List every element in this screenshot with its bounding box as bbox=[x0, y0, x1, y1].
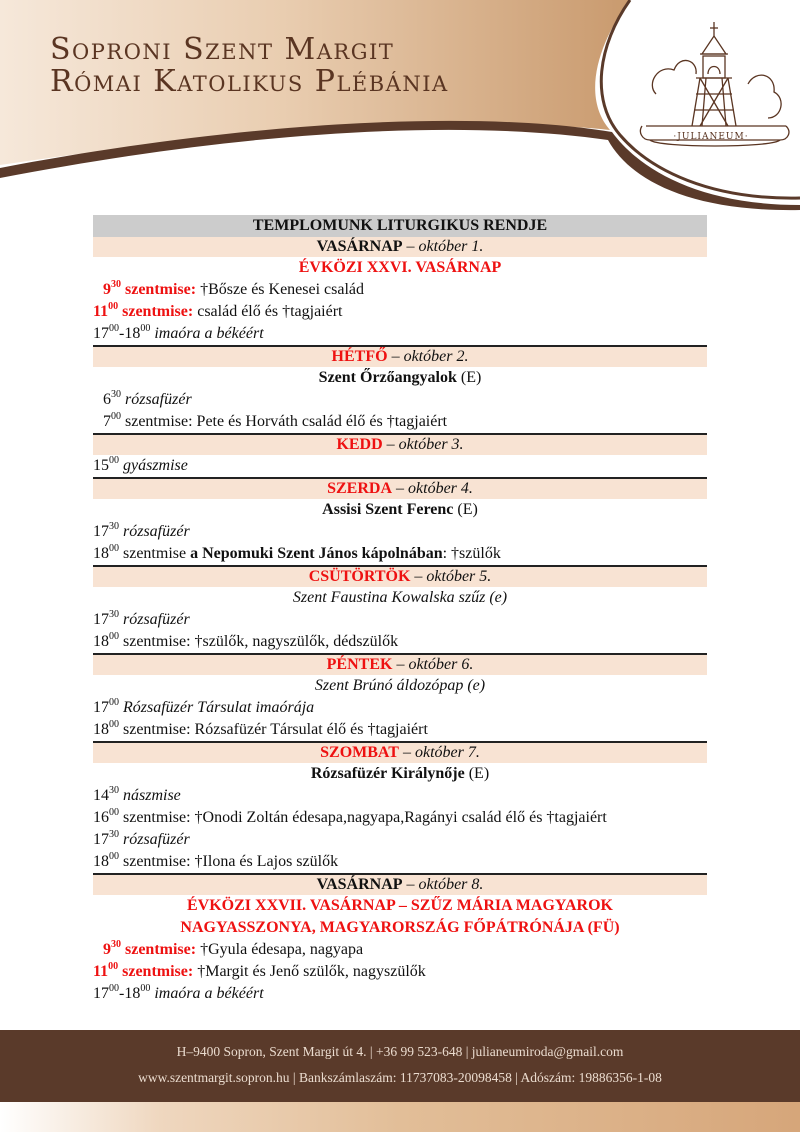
day-date: – október 7. bbox=[402, 744, 480, 761]
mass-label: szentmise: bbox=[122, 303, 194, 320]
event-text: nászmise bbox=[123, 787, 181, 804]
schedule-line bbox=[93, 807, 707, 829]
schedule-line bbox=[93, 543, 707, 565]
day-name: PÉNTEK bbox=[326, 656, 393, 673]
time-hour: 17 bbox=[93, 985, 109, 1002]
time bbox=[93, 520, 119, 540]
day-name: VASÁRNAP bbox=[316, 876, 403, 893]
day-header bbox=[93, 741, 707, 763]
time-minute: 00 bbox=[109, 850, 119, 862]
feast-title: ÉVKÖZI XXVII. VASÁRNAP – SZŰZ MÁRIA MAGYAROK bbox=[187, 897, 613, 914]
time bbox=[93, 982, 151, 1002]
feast-title: ÉVKÖZI XXVI. VASÁRNAP bbox=[298, 259, 502, 276]
liturgical-schedule bbox=[93, 215, 707, 1005]
mass-label: szentmise: bbox=[125, 941, 197, 958]
day-name: SZOMBAT bbox=[320, 744, 399, 761]
time-minute: 00 bbox=[111, 410, 121, 422]
time-hour: 11 bbox=[93, 963, 109, 980]
time-hour: 9 bbox=[103, 281, 111, 298]
time-hour: 6 bbox=[103, 391, 111, 408]
event-text: szentmise: Rózsafüzér Társulat élő és †tagjaiért bbox=[123, 721, 428, 738]
feast-title: Szent Faustina Kowalska szűz (e) bbox=[292, 589, 508, 606]
time-minute: 00 bbox=[109, 454, 119, 466]
event-text: †Margit és Jenő szülők, nagyszülők bbox=[197, 963, 426, 980]
time-minute: 00 bbox=[109, 322, 119, 334]
schedule-line bbox=[93, 631, 707, 653]
time-hour: 17 bbox=[93, 325, 109, 342]
time-minute: 00 bbox=[109, 542, 119, 554]
schedule-line bbox=[93, 521, 707, 543]
time bbox=[93, 454, 119, 474]
feast-rank: (E) bbox=[457, 501, 478, 518]
day-date: – október 3. bbox=[386, 436, 464, 453]
day-date: – október 1. bbox=[406, 238, 484, 255]
logo-text: ·JULIANEUM· bbox=[673, 132, 749, 142]
event-text: rózsafüzér bbox=[125, 391, 192, 408]
day-name: VASÁRNAP bbox=[316, 238, 403, 255]
time-hour: 15 bbox=[93, 457, 109, 474]
schedule-line bbox=[93, 301, 707, 323]
time-hour: 18 bbox=[93, 721, 109, 738]
time-minute: 00 bbox=[109, 696, 119, 708]
schedule-line bbox=[93, 939, 707, 961]
time-hour: 11 bbox=[93, 303, 109, 320]
day-date: – október 5. bbox=[414, 568, 492, 585]
schedule-line bbox=[93, 851, 707, 873]
time-hour: 17 bbox=[93, 699, 109, 716]
time-minute: 30 bbox=[109, 520, 119, 532]
title-line-1: Soproni Szent Margit bbox=[50, 32, 395, 67]
event-text: Rózsafüzér Társulat imaórája bbox=[123, 699, 315, 716]
mass-label: szentmise: bbox=[122, 963, 194, 980]
footer-stripe bbox=[0, 1102, 800, 1132]
time bbox=[93, 718, 119, 738]
feast-rank: (E) bbox=[460, 369, 482, 386]
time-hour: 18 bbox=[93, 633, 109, 650]
title-line-2: Római Katolikus Plébánia bbox=[50, 64, 449, 99]
time bbox=[103, 410, 121, 430]
event-text: gyászmise bbox=[123, 457, 188, 474]
day-name: CSÜTÖRTÖK bbox=[308, 568, 411, 585]
schedule-line bbox=[93, 609, 707, 631]
time-hour-end: -18 bbox=[119, 325, 141, 342]
time bbox=[93, 608, 119, 628]
event-text: imaóra a békéért bbox=[154, 985, 264, 1002]
time-hour: 18 bbox=[93, 545, 109, 562]
schedule-line bbox=[93, 389, 707, 411]
day-header bbox=[93, 237, 707, 257]
day-date: – október 6. bbox=[396, 656, 474, 673]
feast-title-line-2: NAGYASSZONYA, MAGYARORSZÁG FŐPÁTRÓNÁJA (FÜ) bbox=[180, 919, 620, 936]
event-text: rózsafüzér bbox=[123, 611, 190, 628]
time bbox=[93, 542, 119, 562]
time-hour: 17 bbox=[93, 611, 109, 628]
feast-title: Szent Brúnó áldozópap (e) bbox=[314, 677, 486, 694]
julianeum-logo bbox=[636, 14, 796, 164]
event-text: szentmise: †Ilona és Lajos szülők bbox=[123, 853, 339, 870]
day-header bbox=[93, 653, 707, 675]
feast-name: Assisi Szent Ferenc bbox=[322, 501, 454, 518]
feast-rank: (E) bbox=[468, 765, 490, 782]
time-minute: 00 bbox=[109, 718, 119, 730]
schedule-line bbox=[93, 455, 707, 477]
schedule-line bbox=[93, 961, 707, 983]
time bbox=[93, 630, 119, 650]
time-minute: 30 bbox=[109, 828, 119, 840]
event-text: †Bősze és Kenesei család bbox=[200, 281, 365, 298]
time bbox=[93, 784, 119, 804]
time bbox=[93, 960, 119, 980]
event-text: †Gyula édesapa, nagyapa bbox=[200, 941, 364, 958]
time-hour: 7 bbox=[103, 413, 111, 430]
day-header bbox=[93, 345, 707, 367]
time-hour: 17 bbox=[93, 831, 109, 848]
event-text: szentmise bbox=[123, 545, 187, 562]
day-date: – október 8. bbox=[406, 876, 484, 893]
time-hour: 18 bbox=[93, 853, 109, 870]
time-minute: 30 bbox=[111, 388, 121, 400]
day-name: SZERDA bbox=[327, 480, 393, 497]
day-date: – október 4. bbox=[396, 480, 473, 497]
schedule-line bbox=[93, 279, 707, 301]
schedule-heading: TEMPLOMUNK LITURGIKUS RENDJE bbox=[93, 215, 707, 237]
schedule-line bbox=[93, 719, 707, 741]
time bbox=[93, 828, 119, 848]
time-minute: 30 bbox=[111, 278, 121, 290]
time-minute: 30 bbox=[111, 938, 121, 950]
event-location: a Nepomuki Szent János kápolnában bbox=[190, 545, 443, 562]
time bbox=[93, 300, 119, 320]
time bbox=[93, 806, 119, 826]
footer bbox=[0, 1030, 800, 1102]
schedule-line bbox=[93, 411, 707, 433]
time bbox=[103, 278, 121, 298]
time bbox=[93, 696, 119, 716]
time-minute: 00 bbox=[108, 960, 119, 972]
time bbox=[103, 938, 121, 958]
time bbox=[103, 388, 121, 408]
schedule-line bbox=[93, 785, 707, 807]
feast-title bbox=[93, 763, 707, 785]
day-header bbox=[93, 565, 707, 587]
schedule-line bbox=[93, 697, 707, 719]
time-minute: 00 bbox=[108, 300, 119, 312]
day-name: KEDD bbox=[336, 436, 383, 453]
parish-title bbox=[50, 34, 449, 98]
time-minute: 30 bbox=[109, 784, 119, 796]
day-date: – október 2. bbox=[391, 348, 469, 365]
schedule-line bbox=[93, 323, 707, 345]
event-text: imaóra a békéért bbox=[154, 325, 264, 342]
event-text: rózsafüzér bbox=[123, 523, 190, 540]
footer-bank-info: www.szentmargit.sopron.hu | Bankszámlaszám: 11737083-20098458 | Adószám: 19886356-1-08 bbox=[138, 1070, 662, 1085]
time-minute-end: 00 bbox=[140, 982, 151, 994]
time-hour: 17 bbox=[93, 523, 109, 540]
event-text: rózsafüzér bbox=[123, 831, 190, 848]
day-header bbox=[93, 433, 707, 455]
event-intention: : †szülők bbox=[442, 545, 501, 562]
event-text: szentmise: Pete és Horváth család élő és †tagjaiért bbox=[125, 413, 448, 430]
day-header bbox=[93, 873, 707, 895]
feast-name: Rózsafüzér Királynője bbox=[310, 765, 465, 782]
event-text: család élő és †tagjaiért bbox=[197, 303, 343, 320]
time-hour: 16 bbox=[93, 809, 109, 826]
day-name: HÉTFŐ bbox=[331, 348, 388, 365]
event-text: szentmise: †Onodi Zoltán édesapa,nagyapa,Ragányi család élő és †tagjaiért bbox=[123, 809, 607, 826]
time-minute: 00 bbox=[109, 806, 119, 818]
feast-name: Szent Őrzőangyalok bbox=[318, 369, 457, 386]
feast-title bbox=[93, 499, 707, 521]
time-minute: 00 bbox=[109, 982, 119, 994]
schedule-line bbox=[93, 829, 707, 851]
time bbox=[93, 850, 119, 870]
time-minute: 00 bbox=[109, 630, 119, 642]
feast-title bbox=[93, 367, 707, 389]
time-hour: 9 bbox=[103, 941, 111, 958]
day-list bbox=[93, 237, 707, 1005]
time bbox=[93, 322, 151, 342]
time-minute: 30 bbox=[109, 608, 119, 620]
footer-contact: H–9400 Sopron, Szent Margit út 4. | +36 99 523-648 | julianeumiroda@gmail.com bbox=[176, 1044, 624, 1059]
day-header bbox=[93, 477, 707, 499]
schedule-line bbox=[93, 983, 707, 1005]
time-hour-end: -18 bbox=[119, 985, 141, 1002]
time-hour: 14 bbox=[93, 787, 109, 804]
time-minute-end: 00 bbox=[140, 322, 151, 334]
mass-label: szentmise: bbox=[125, 281, 197, 298]
event-text: szentmise: †szülők, nagyszülők, dédszülők bbox=[123, 633, 399, 650]
